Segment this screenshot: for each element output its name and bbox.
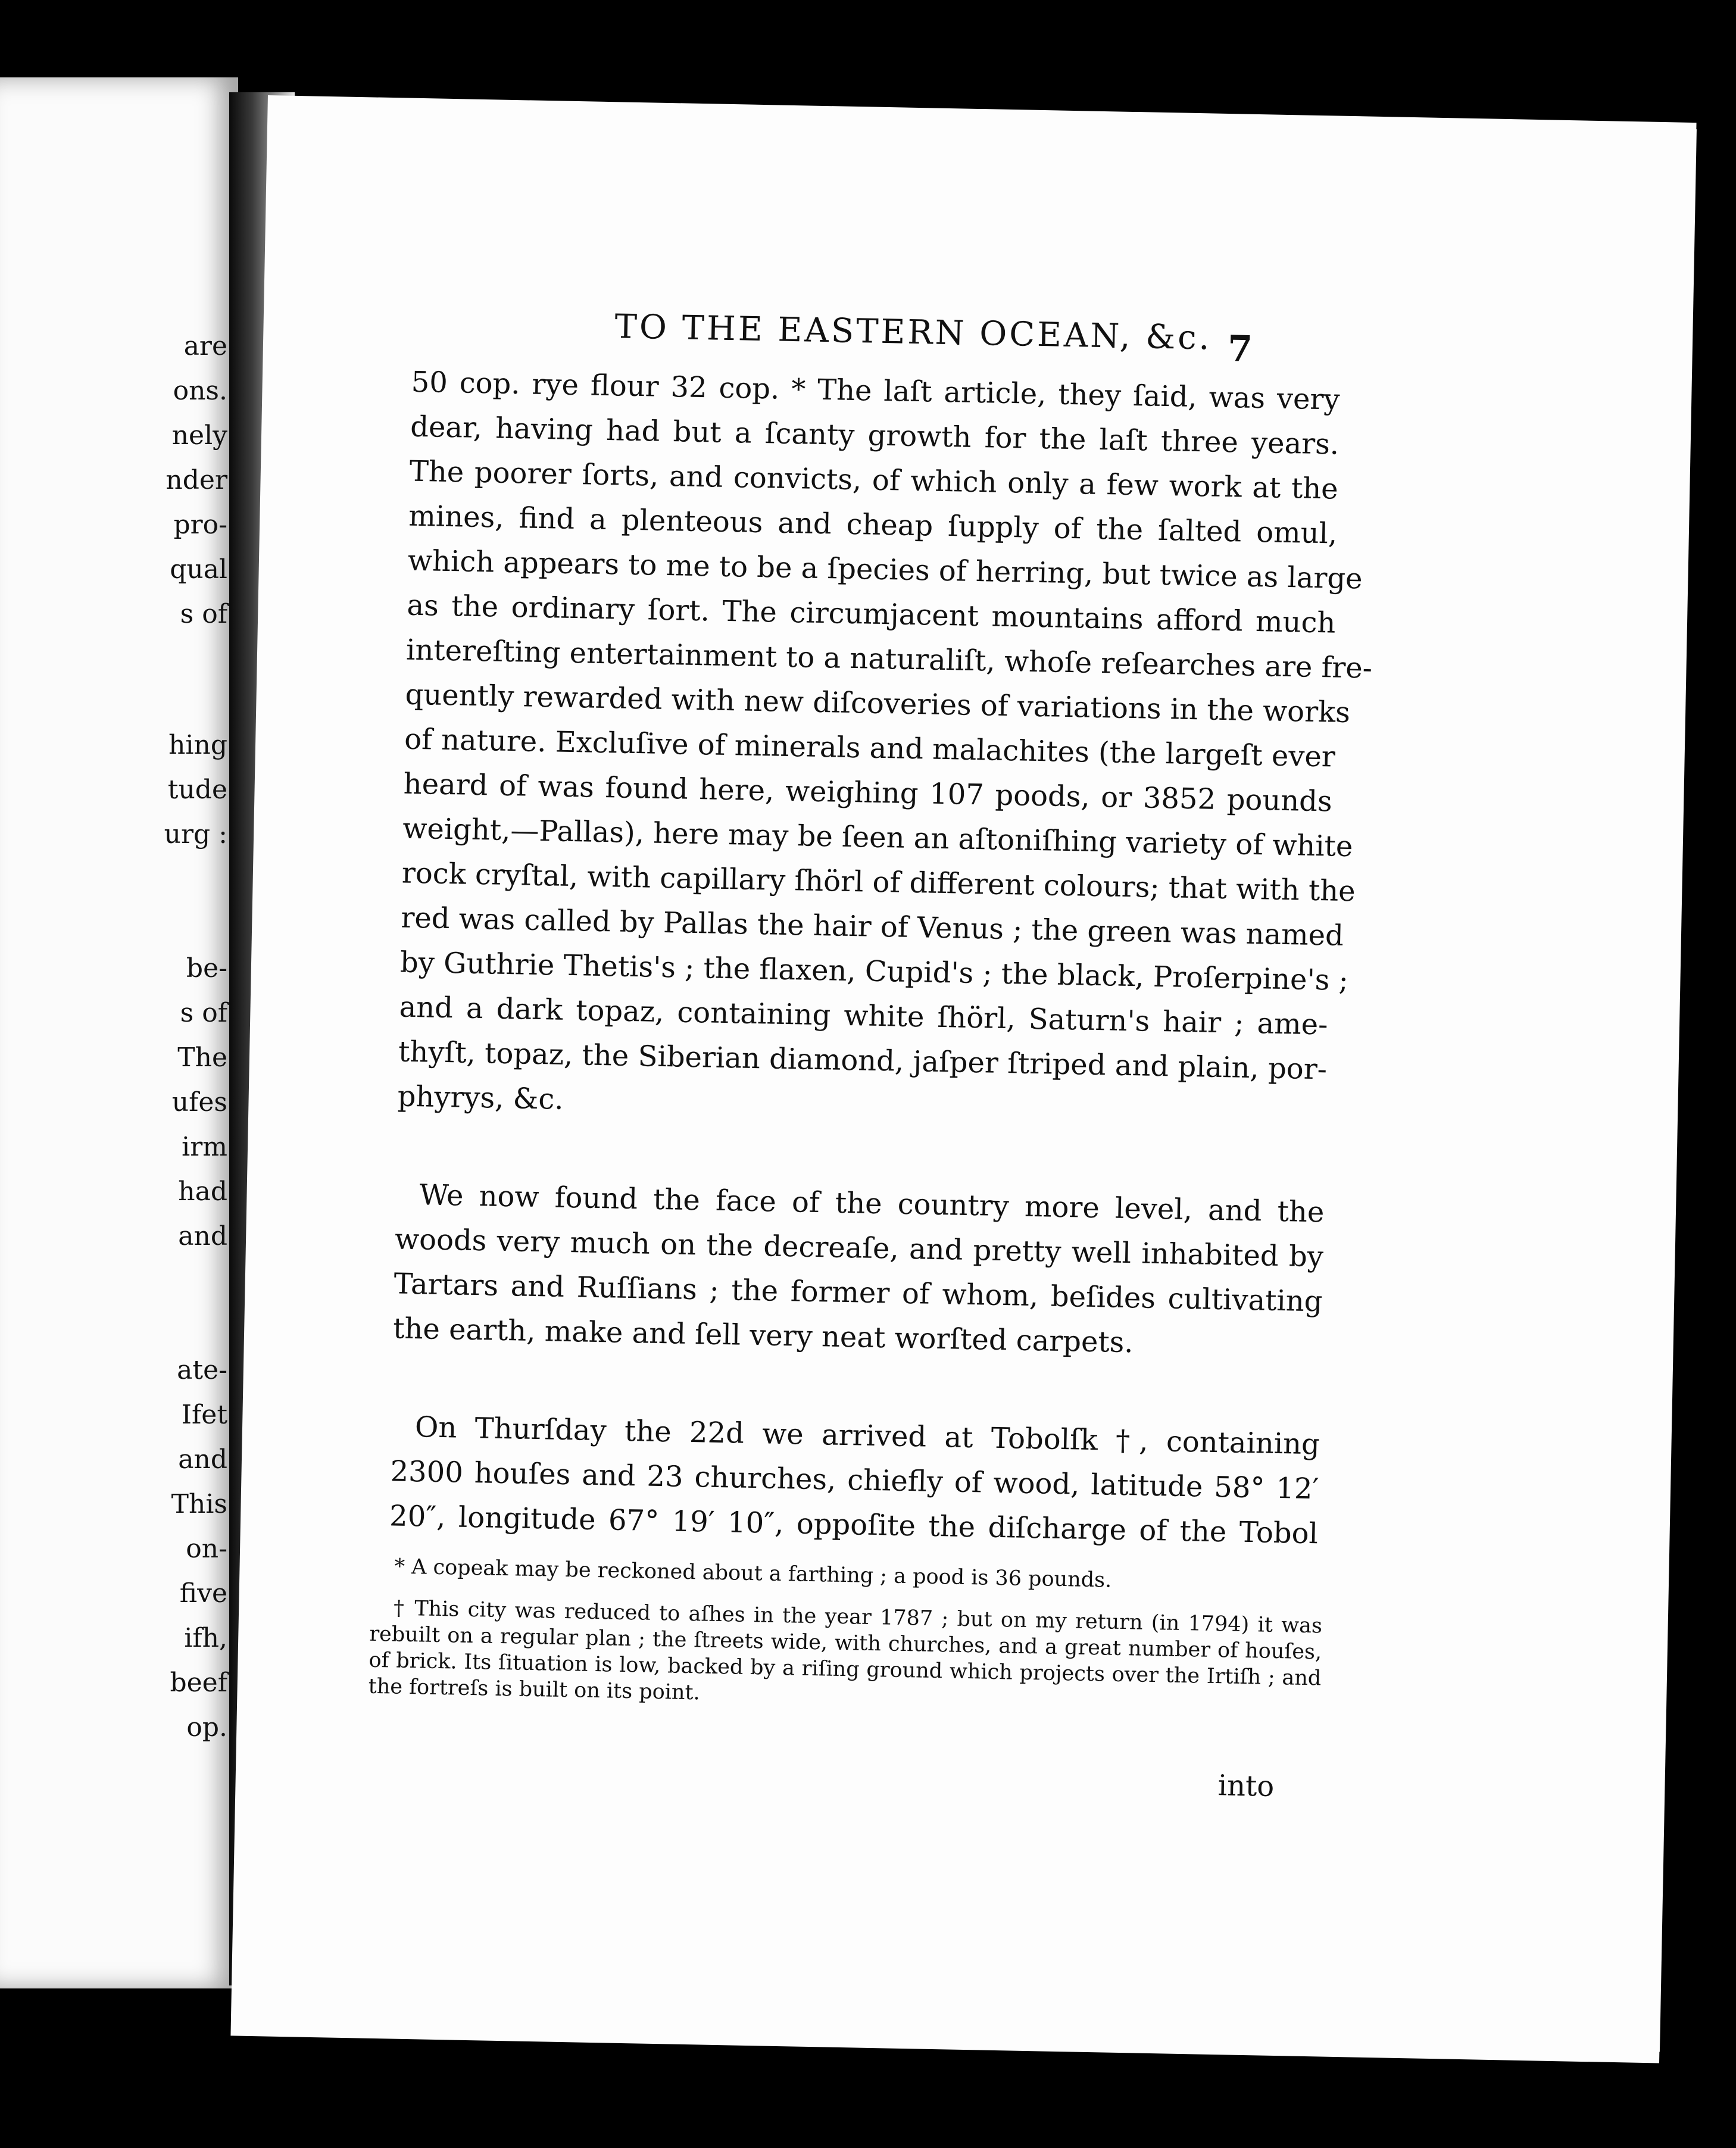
left-text-fragment: urg : <box>164 819 227 850</box>
left-text-fragment: s of <box>180 599 227 629</box>
left-text-fragment: ifh, <box>184 1623 227 1653</box>
left-text-fragment: The <box>177 1042 227 1073</box>
text-line: which appears to me to be a ſpecies of herring, but twice as large <box>407 544 1363 596</box>
text-line: of nature. Excluſive of minerals and malachites (the largeſt ever <box>404 722 1336 774</box>
left-text-fragment: pro- <box>173 510 227 540</box>
text-line: as the ordinary ſort. The circumjacent mountains afford much <box>407 588 1336 640</box>
footnote-text: † This city was reduced to aſhes in the year 1787 ; but on my return (in 1794) it was rebuilt on a regular plan ; the ſtreets wide, with churches, and a great number of houſes, of brick. Its ſituation is low, backed by a riſing ground which projects over the Irtiſh ; and the fortreſs is built on its point. <box>368 1596 1323 1705</box>
text-line: intereſting entertainment to a naturaliſt, whoſe reſearches are fre- <box>405 633 1373 685</box>
left-text-fragment: irm <box>182 1132 227 1162</box>
text-line: heard of was found here, weighing 107 poods, or 3852 pounds <box>403 767 1333 819</box>
text-line: Tartars and Ruſſians ; the former of whom, beſides cultivating <box>394 1267 1323 1319</box>
running-head: TO THE EASTERN OCEAN, &c. <box>614 307 1213 358</box>
left-text-fragment: nder <box>166 465 227 495</box>
text-line: The poorer ſorts, and convicts, of which only a few work at the <box>409 454 1339 506</box>
left-text-fragment: and <box>178 1221 227 1251</box>
left-text-fragment: This <box>171 1489 227 1519</box>
footnote-text: * A copeak may be reckoned about a farthing ; a pood is 36 pounds. <box>394 1554 1112 1593</box>
text-line: rock cryſtal, with capillary ſhörl of different colours; that with the <box>401 856 1356 908</box>
text-line: phyrys, &c. <box>397 1079 564 1116</box>
footnotes <box>368 1553 1323 1734</box>
body-text <box>389 360 1373 1557</box>
left-text-fragment: be- <box>186 953 227 984</box>
page-number: 7 <box>1227 328 1253 370</box>
book-page <box>230 95 1696 2063</box>
text-line: woods very much on the decreaſe, and pretty well inhabited by <box>394 1222 1324 1274</box>
text-line: mines, find a plenteous and cheap ſupply of the ſalted omul, <box>408 499 1338 551</box>
paragraph <box>393 1172 1325 1369</box>
text-line: weight,—Pallas), here may be ſeen an aſtoniſhing variety of white <box>402 811 1353 864</box>
text-line: by Guthrie Thetis's ; the flaxen, Cupid's ; the black, Proſerpine's ; <box>399 945 1349 998</box>
facing-page <box>0 77 238 1988</box>
left-text-fragment: op. <box>186 1712 227 1743</box>
left-text-fragment: s of <box>180 998 227 1028</box>
left-text-fragment: hing <box>168 730 227 760</box>
left-text-fragment: and <box>178 1444 227 1475</box>
text-line: quently rewarded with new diſcoveries of variations in the works <box>405 678 1351 730</box>
left-text-fragment: qual <box>170 554 227 585</box>
text-line: dear, having had but a ſcanty growth for the laſt three years. <box>410 410 1340 461</box>
text-line: thyſt, topaz, the Siberian diamond, jaſper ſtriped and plain, por- <box>398 1035 1328 1087</box>
left-text-fragment: ate- <box>177 1355 227 1385</box>
left-text-fragment: ufes <box>171 1087 227 1117</box>
catchword: into <box>1217 1769 1275 1803</box>
text-line: 20″, longitude 67° 19′ 10″, oppoſite the diſcharge of the Tobol <box>389 1499 1319 1551</box>
paragraph <box>397 360 1373 1137</box>
left-text-fragment: five <box>179 1578 227 1609</box>
paragraph <box>389 1404 1320 1556</box>
text-line: On Thurſday the 22d we arrived at Tobolſk †, containing <box>414 1410 1320 1462</box>
left-text-fragment: Ifet <box>181 1400 227 1430</box>
text-line: 2300 houſes and 23 churches, chiefly of wood, latitude 58° 12′ <box>390 1454 1319 1506</box>
left-text-fragment: are <box>183 331 227 361</box>
text-line: red was called by Pallas the hair of Venus ; the green was named <box>400 901 1344 953</box>
left-text-fragment: tude <box>167 775 227 805</box>
left-text-fragment: ons. <box>173 376 227 406</box>
left-text-fragment: nely <box>171 420 227 451</box>
text-line: and a dark topaz, containing white ſhörl, Saturn's hair ; ame- <box>399 990 1328 1042</box>
footnote <box>368 1595 1322 1718</box>
left-text-fragment: on- <box>186 1534 227 1564</box>
footnote <box>370 1553 1323 1598</box>
left-text-fragment: beef <box>170 1668 227 1698</box>
left-text-fragment: had <box>178 1176 227 1207</box>
text-line: We now found the face of the country more level, and the <box>419 1178 1325 1229</box>
text-line: the earth, make and ſell very neat worſted carpets. <box>392 1312 1134 1360</box>
text-line: 50 cop. rye flour 32 cop. * The laſt article, they ſaid, was very <box>411 365 1341 417</box>
